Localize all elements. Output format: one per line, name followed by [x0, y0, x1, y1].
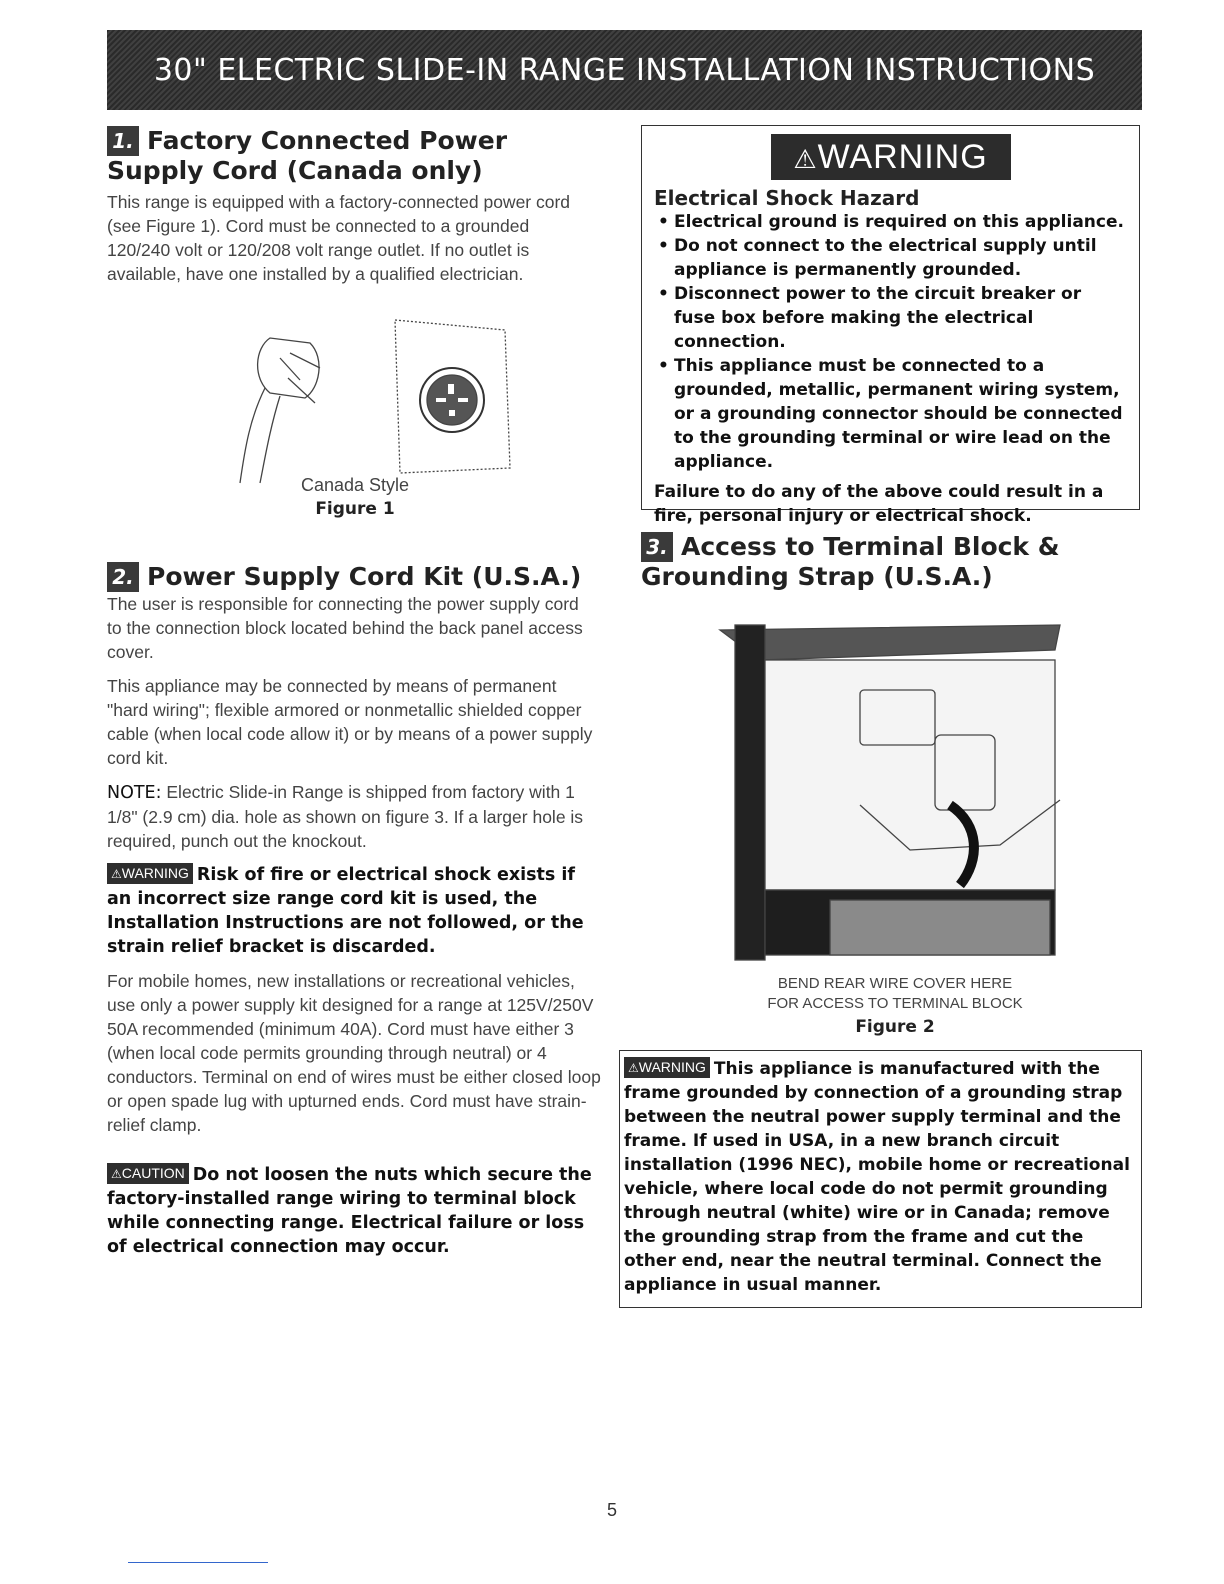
section-2-para-2: This appliance may be connected by means of permanent "hard wiring"; flexible armored or nonmetallic shielded copper cable (when local code allow it) or by means of a power supply cord kit. [107, 676, 593, 768]
note-label: NOTE: [107, 783, 162, 803]
cord [240, 388, 265, 483]
outlet-slot [458, 398, 468, 402]
warning-text: Risk of fire or electrical shock exists if an incorrect size range cord kit is used, the Installation Instructions are not followed, or the strain relief bracket is discarded. [107, 865, 584, 957]
section-1-body: This range is equipped with a factory-connected power cord (see Figure 1). Cord must be connected to a grounded 120/240 volt or 120/208 volt range outlet. If no outlet is available, have one installed by a qualified electrician. [107, 192, 571, 284]
outlet-slot [449, 410, 455, 416]
warning-tag: ⚠WARNING [624, 1057, 710, 1078]
warning-list [654, 210, 1127, 474]
warning-footer: Failure to do any of the above could result in a fire, personal injury or electrical shock. [654, 482, 1104, 526]
section-2-warning [107, 863, 597, 959]
grounding-warning [624, 1057, 1133, 1297]
grounding-warning-box [619, 1050, 1142, 1308]
section-2-caution [107, 1163, 602, 1259]
section-3-number: 3. [641, 532, 673, 562]
section-2 [107, 562, 607, 1259]
section-3-title: Access to Terminal Block & Grounding Strap (U.S.A.) [641, 532, 1060, 591]
section-2-number: 2. [107, 562, 139, 592]
figure-2-caption: Figure 2 [855, 1017, 935, 1037]
figure-1-illustration [230, 318, 530, 488]
note-text: Electric Slide-in Range is shipped from factory with 1 1/8" (2.9 cm) dia. hole as shown on figure 3. If a larger hole is required, punch out the knockout. [107, 782, 584, 851]
plug-prong [280, 358, 300, 380]
caution-triangle-icon: ⚠ [111, 1167, 122, 1181]
figure-2-line-2: FOR ACCESS TO TERMINAL BLOCK [767, 995, 1023, 1012]
figure-2-illustration [700, 615, 1090, 970]
warning-triangle-icon: ⚠ [793, 144, 818, 174]
warning-triangle-icon: ⚠ [111, 867, 122, 881]
warning-item: • This appliance must be connected to a grounded, metallic, permanent wiring system, or a grounding connector should be connected to the grounding terminal or wire lead on the appliance. [654, 354, 1127, 474]
warning-banner: ⚠WARNING [771, 134, 1011, 180]
figure-2-line-1: BEND REAR WIRE COVER HERE [777, 975, 1013, 992]
cooktop [720, 625, 1060, 660]
plug-prong [290, 353, 320, 368]
plug-prong [288, 378, 315, 403]
caution-tag: ⚠CAUTION [107, 1163, 189, 1184]
warning-item: • Do not connect to the electrical supply until appliance is permanently grounded. [654, 234, 1127, 282]
section-2-title: Power Supply Cord Kit (U.S.A.) [147, 562, 582, 591]
section-3-heading [641, 532, 1121, 592]
warning-triangle-icon: ⚠ [628, 1061, 639, 1075]
range-body [765, 660, 1055, 890]
warning-item: • Electrical ground is required on this appliance. [654, 210, 1127, 234]
leg-frame [830, 900, 1050, 955]
page-title: 30" ELECTRIC SLIDE-IN RANGE INSTALLATION INSTRUCTIONS [153, 52, 1096, 88]
title-banner [107, 30, 1142, 110]
side-panel [735, 625, 765, 960]
electrical-warning-box [641, 125, 1140, 526]
figure-1-caption: Figure 1 [315, 499, 395, 519]
caution-text: Do not loosen the nuts which secure the factory-installed range wiring to terminal block while connecting range. Electrical failure or loss of electrical connection may occur. [107, 1165, 592, 1257]
section-3 [641, 532, 1121, 592]
section-1 [107, 126, 607, 286]
hazard-title: Electrical Shock Hazard [654, 186, 920, 210]
grounding-warning-text: This appliance is manufactured with the frame grounded by connection of a grounding strap between the neutral power supply terminal and the frame. If used in USA, in a new branch circuit installation (1996 NEC), mobile home or recreational vehicle, where local code do not permit grounding through neutral (white) wire or in Canada; remove the grounding strap from the frame and cut the other end, near the neutral terminal. Connect the appliance in usual manner. [624, 1059, 1130, 1295]
outlet-face [427, 375, 477, 425]
section-1-number: 1. [107, 126, 139, 156]
link-underline [128, 1562, 268, 1563]
page-number: 5 [606, 1500, 617, 1520]
cord [260, 396, 280, 483]
outlet-slot [448, 384, 454, 394]
warning-tag: ⚠WARNING [107, 863, 193, 884]
section-1-title: Factory Connected Power Supply Cord (Canada only) [107, 126, 508, 185]
figure-1-label: Canada Style [300, 475, 410, 495]
section-2-heading [107, 562, 607, 592]
section-2-note [107, 780, 597, 853]
outlet-slot [436, 398, 446, 402]
section-2-para-3: For mobile homes, new installations or recreational vehicles, use only a power supply kit designed for a range at 125V/250V 50A recommended (minimum 40A). Cord must have either 3 (when local code permits grounding through neutral) or 4 conductors. Terminal on end of wires must be either closed loop or open spade lug with upturned ends. Cord must have strain-relief clamp. [107, 971, 601, 1135]
section-2-para-1: The user is responsible for connecting the power supply cord to the connection block located behind the back panel access cover. [107, 594, 583, 662]
warning-item: • Disconnect power to the circuit breaker or fuse box before making the electrical connection. [654, 282, 1127, 354]
section-1-heading [107, 126, 607, 186]
